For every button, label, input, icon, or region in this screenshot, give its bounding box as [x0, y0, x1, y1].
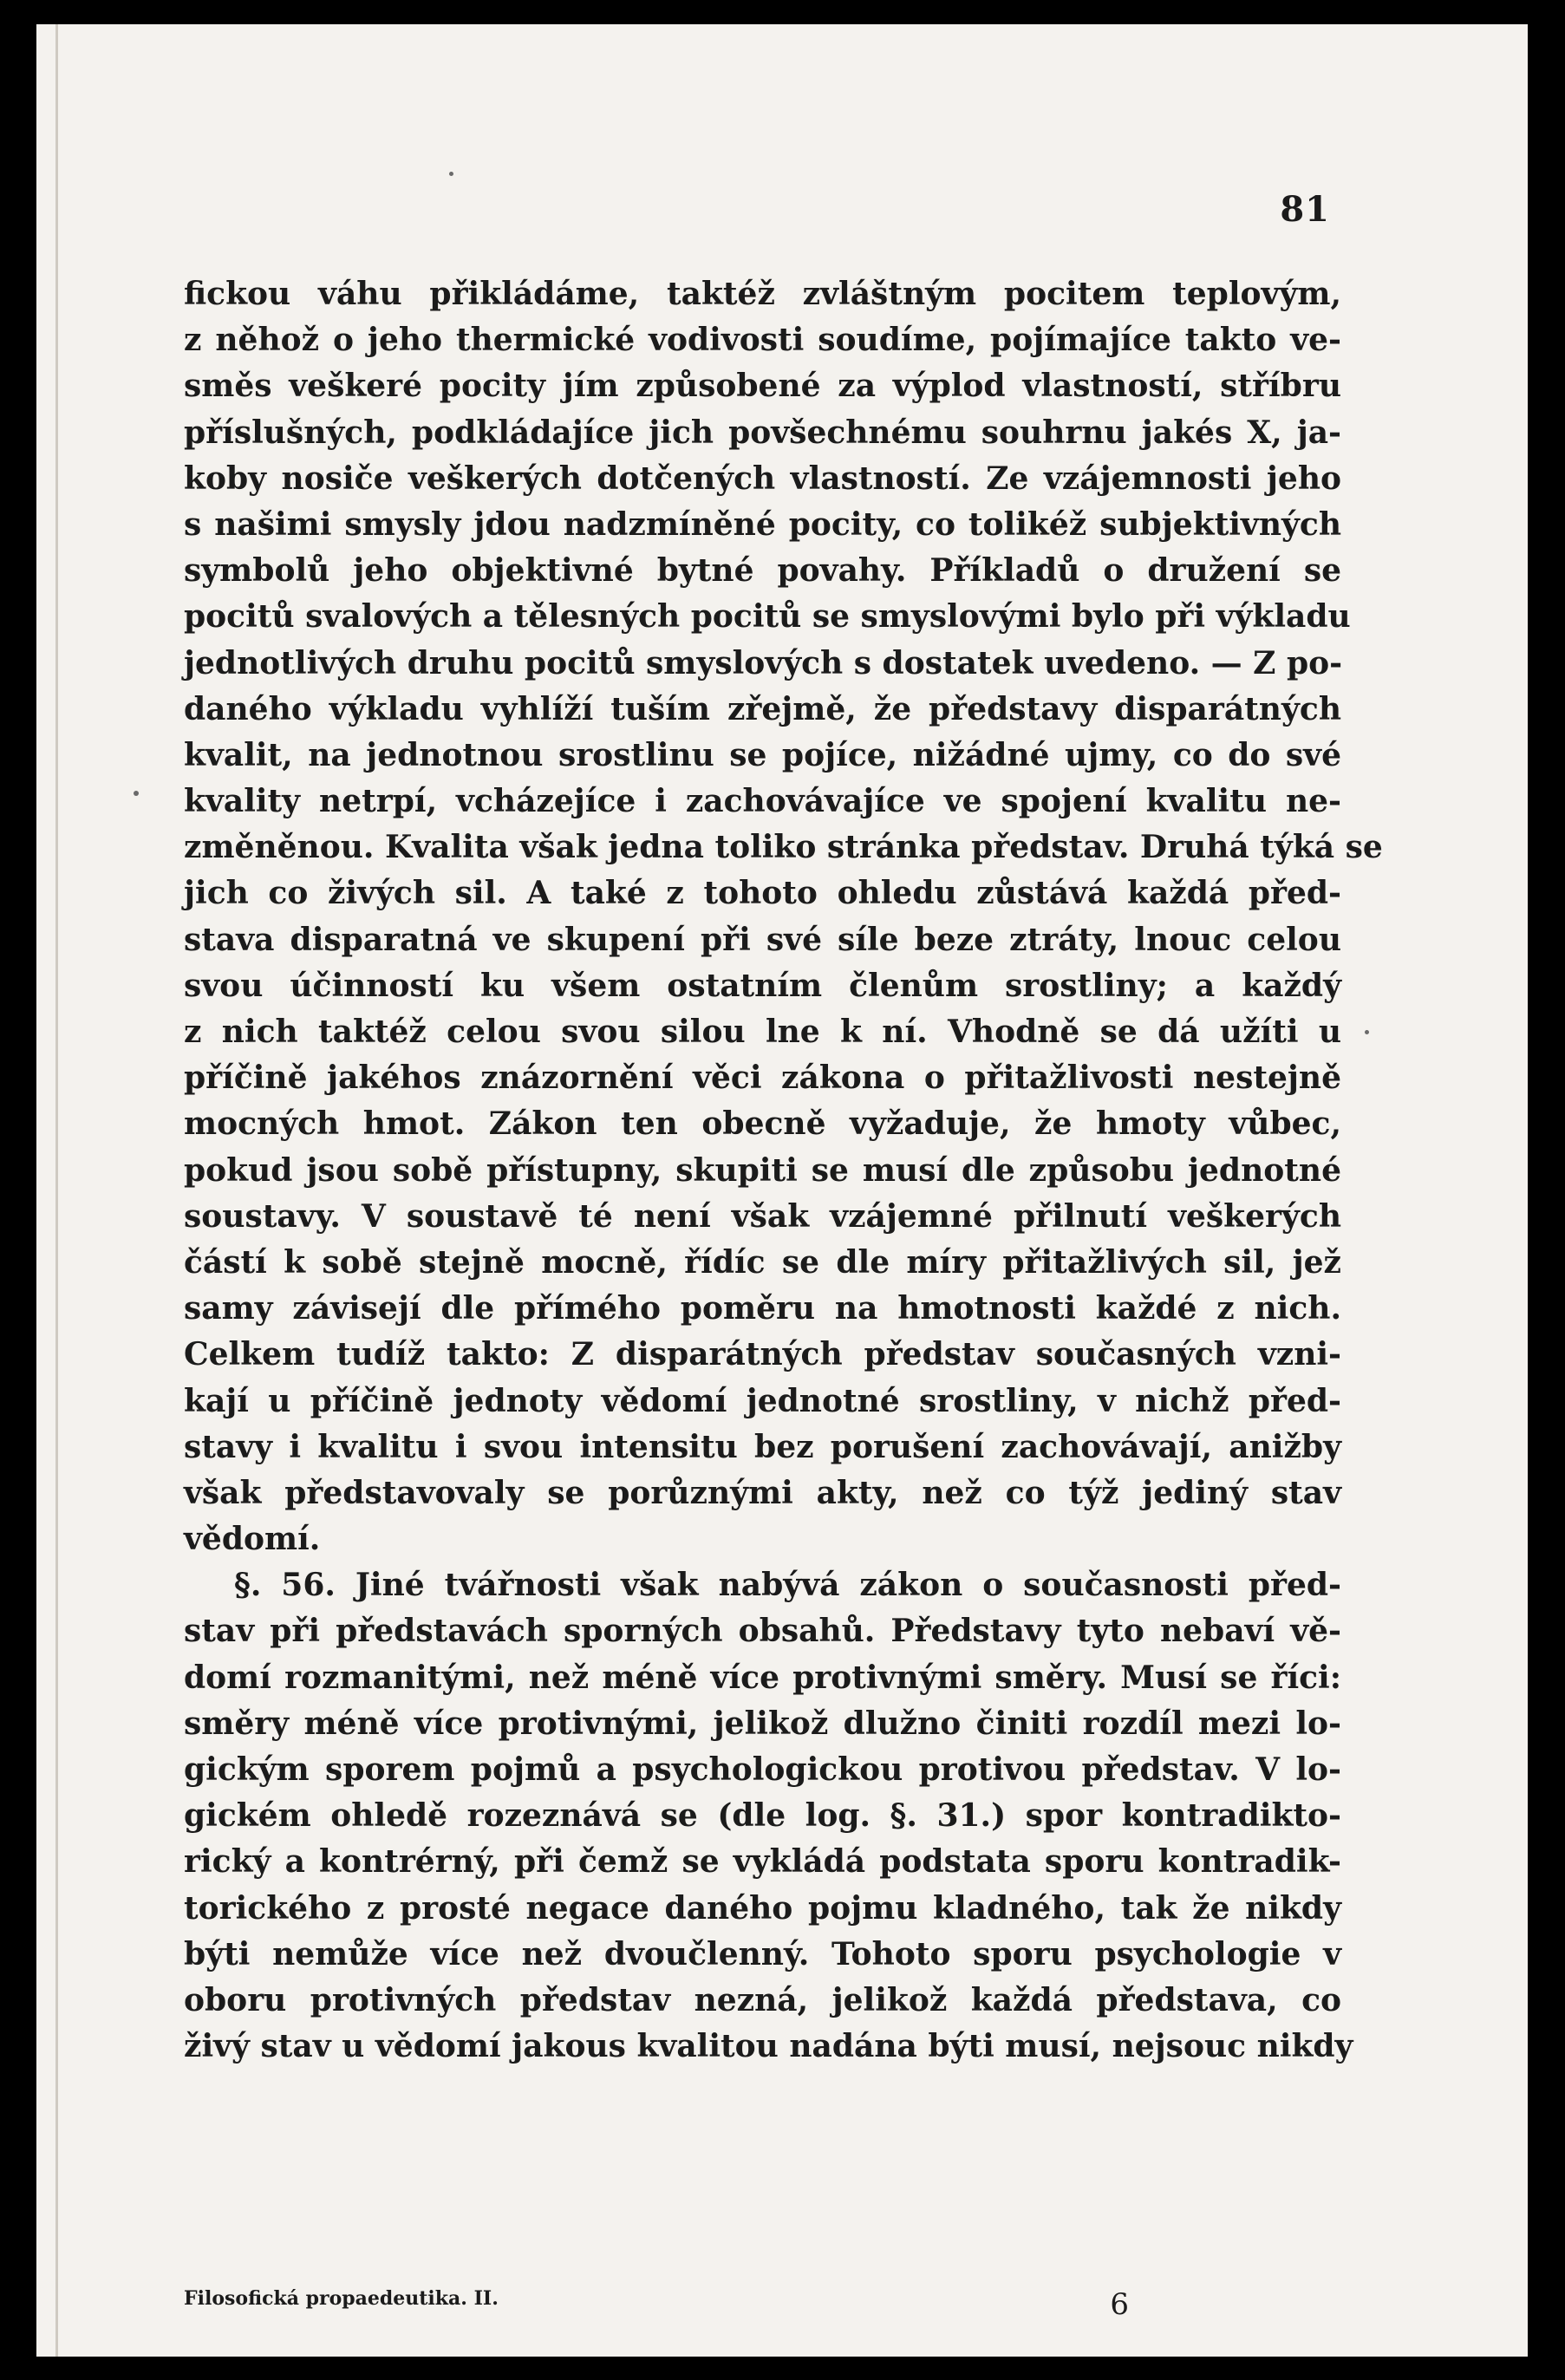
text-line: změněnou. Kvalita však jedna toliko stránka představ. Druhá týká se [184, 829, 1383, 866]
text-line: stavy i kvalitu i svou intensitu bez porušení zachovávají, anižby [184, 1428, 1341, 1465]
text-line: domí rozmanitými, než méně více protivnými směry. Musí se říci: [184, 1659, 1341, 1696]
text-line: jednotlivých druhu pocitů smyslových s dostatek uvedeno. — Z po- [184, 644, 1343, 681]
text-line: samy závisejí dle přímého poměru na hmotnosti každé z nich. [184, 1290, 1341, 1327]
print-speck [1365, 1030, 1369, 1034]
book-page [36, 24, 1528, 2357]
text-line: fickou váhu přikládáme, taktéž zvláštným pocitem teplovým, [184, 276, 1341, 312]
text-line: příslušných, podkládajíce jich povšechnému souhrnu jakés X, ja- [184, 414, 1341, 451]
print-speck [449, 172, 453, 176]
print-speck [134, 791, 139, 796]
text-line: koby nosiče veškerých dotčených vlastností. Ze vzájemnosti jeho [184, 460, 1341, 497]
text-line: daného výkladu vyhlíží tuším zřejmě, že představy disparátných [184, 690, 1341, 727]
text-line: gickém ohledě rozeznává se (dle log. §. 31.) spor kontradikto- [184, 1797, 1341, 1835]
signature-mark: 6 [1110, 2287, 1129, 2322]
text-line: mocných hmot. Zákon ten obecně vyžaduje, že hmoty vůbec, [184, 1105, 1341, 1143]
book-title-footer: Filosofická propaedeutika. II. [184, 2287, 499, 2310]
text-line: rický a kontrérný, při čemž se vykládá podstata sporu kontradik- [184, 1843, 1341, 1881]
text-line: torického z prosté negace daného pojmu kladného, tak že nikdy [184, 1889, 1341, 1927]
paragraph-end-line: vědomí. [184, 1521, 321, 1558]
text-line: příčině jakéhos znázornění věci zákona o přitažlivosti nestejně [184, 1060, 1341, 1097]
page-number: 81 [1280, 189, 1330, 230]
text-line: směs veškeré pocity jím způsobené za výplod vlastností, stříbru [184, 368, 1341, 405]
text-line: kvalit, na jednotnou srostlinu se pojíce, nižádné ujmy, co do své [184, 736, 1341, 773]
text-line: s našimi smysly jdou nadzmíněné pocity, co tolikéž subjektivných [184, 505, 1341, 543]
text-line: směry méně více protivnými, jelikož dlužno činiti rozdíl mezi lo- [184, 1705, 1341, 1742]
text-line: z nich taktéž celou svou silou lne k ní. Vhodně se dá užíti u [184, 1014, 1341, 1050]
text-line: částí k sobě stejně mocně, řídíc se dle míry přitažlivých sil, jež [184, 1243, 1341, 1281]
text-line: kají u příčině jednoty vědomí jednotné srostliny, v nichž před- [184, 1382, 1341, 1419]
page-gutter [55, 24, 58, 2357]
text-line: jich co živých sil. A také z tohoto ohledu zůstává každá před- [184, 875, 1341, 912]
text-line: stava disparatná ve skupení při své síle beze ztráty, lnouc celou [184, 921, 1341, 958]
text-line: Celkem tudíž takto: Z disparátných představ současných vzni- [184, 1336, 1341, 1373]
text-line: živý stav u vědomí jakous kvalitou nadána býti musí, nejsouc nikdy [184, 2028, 1353, 2065]
text-line: symbolů jeho objektivné bytné povahy. Příkladů o družení se [184, 552, 1341, 590]
text-line: stav při představách sporných obsahů. Představy tyto nebaví vě- [184, 1613, 1341, 1650]
text-line: svou účinností ku všem ostatním členům srostliny; a každý [184, 967, 1341, 1004]
section-heading-line: §. 56. Jiné tvářnosti však nabývá zákon o současnosti před- [234, 1567, 1341, 1604]
text-line: soustavy. V soustavě té není však vzájemné přilnutí veškerých [184, 1197, 1341, 1235]
text-line: kvality netrpí, vcházejíce i zachovávajíce ve spojení kvalitu ne- [184, 783, 1341, 820]
text-line: býti nemůže více než dvoučlenný. Tohoto sporu psychologie v [184, 1935, 1341, 1972]
text-line: oboru protivných představ nezná, jelikož každá představa, co [184, 1981, 1341, 2018]
text-line: gickým sporem pojmů a psychologickou protivou představ. V lo- [184, 1751, 1341, 1788]
body-text [184, 271, 1383, 2070]
text-line: pokud jsou sobě přístupny, skupiti se musí dle způsobu jednotné [184, 1151, 1341, 1189]
text-line: však představovaly se porůznými akty, než co týž jediný stav [184, 1474, 1341, 1511]
text-line: pocitů svalových a tělesných pocitů se smyslovými bylo při výkladu [184, 598, 1351, 636]
page-footer [184, 2287, 1341, 2322]
text-line: z něhož o jeho thermické vodivosti soudíme, pojímajíce takto ve- [184, 322, 1341, 359]
